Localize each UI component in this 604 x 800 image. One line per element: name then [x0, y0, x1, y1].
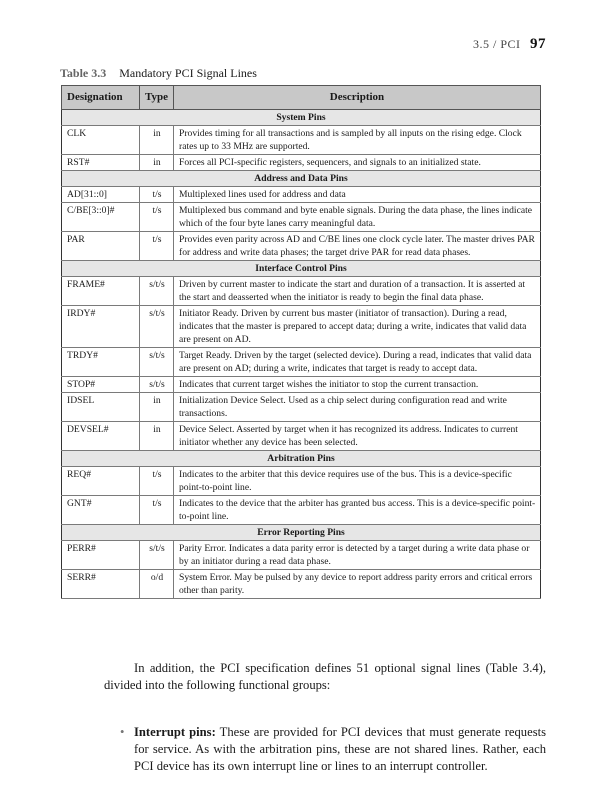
table-row — [62, 541, 541, 570]
group-header-row — [62, 171, 541, 187]
column-header: Designation — [62, 86, 140, 110]
table-row — [62, 393, 541, 422]
bullet-lead: Interrupt pins: — [134, 725, 216, 739]
group-title: Interface Control Pins — [62, 261, 541, 277]
group-header-row — [62, 110, 541, 126]
table-title: Mandatory PCI Signal Lines — [119, 66, 257, 80]
signal-designation: IDSEL — [62, 393, 140, 422]
signal-type: t/s — [140, 496, 174, 525]
signal-description: Indicates that current target wishes the initiator to stop the current transaction. — [174, 377, 541, 393]
signal-designation: REQ# — [62, 467, 140, 496]
signal-type: in — [140, 393, 174, 422]
signal-designation: AD[31::0] — [62, 187, 140, 203]
bullet-item — [120, 724, 546, 775]
signal-type: s/t/s — [140, 348, 174, 377]
signal-designation: FRAME# — [62, 277, 140, 306]
signal-description: Multiplexed lines used for address and data — [174, 187, 541, 203]
signal-description: Parity Error. Indicates a data parity error is detected by a target during a write data phase or by an initiator during a read data phase. — [174, 541, 541, 570]
table-row — [62, 348, 541, 377]
section-label: 3.5 / PCI — [472, 37, 521, 51]
signal-description: Multiplexed bus command and byte enable signals. During the data phase, the lines indicate which of the four byte lanes carry meaningful data. — [174, 203, 541, 232]
signal-description: Indicates to the arbiter that this device requires use of the bus. This is a device-specific point-to-point line. — [174, 467, 541, 496]
group-title: Arbitration Pins — [62, 451, 541, 467]
signal-designation: C/BE[3::0]# — [62, 203, 140, 232]
signal-description: System Error. May be pulsed by any device to report address parity errors and critical errors other than parity. — [174, 570, 541, 599]
table-row — [62, 422, 541, 451]
signal-table — [61, 85, 541, 599]
signal-description: Forces all PCI-specific registers, sequencers, and signals to an initialized state. — [174, 155, 541, 171]
signal-type: in — [140, 422, 174, 451]
signal-description: Driven by current master to indicate the start and duration of a transaction. It is asserted at the start and deasserted when the initiator is ready to begin the final data phase. — [174, 277, 541, 306]
signal-designation: IRDY# — [62, 306, 140, 348]
signal-type: t/s — [140, 187, 174, 203]
signal-table-body — [62, 110, 541, 599]
signal-type: s/t/s — [140, 377, 174, 393]
table-row — [62, 155, 541, 171]
table-row — [62, 377, 541, 393]
signal-type: s/t/s — [140, 541, 174, 570]
table-header-row — [62, 86, 541, 110]
signal-description: Initialization Device Select. Used as a chip select during configuration read and write transactions. — [174, 393, 541, 422]
signal-type: t/s — [140, 232, 174, 261]
signal-designation: TRDY# — [62, 348, 140, 377]
signal-description: Provides even parity across AD and C/BE lines one clock cycle later. The master drives PAR for address and write data phases; the target drive PAR for read data phases. — [174, 232, 541, 261]
signal-description: Indicates to the device that the arbiter has granted bus access. This is a device-specific point-to-point line. — [174, 496, 541, 525]
table-row — [62, 187, 541, 203]
signal-designation: STOP# — [62, 377, 140, 393]
signal-designation: GNT# — [62, 496, 140, 525]
signal-designation: CLK — [62, 126, 140, 155]
table-row — [62, 126, 541, 155]
signal-type: s/t/s — [140, 306, 174, 348]
signal-description: Provides timing for all transactions and is sampled by all inputs on the rising edge. Clock rates up to 33 MHz are supported. — [174, 126, 541, 155]
table-row — [62, 203, 541, 232]
signal-type: o/d — [140, 570, 174, 599]
table-row — [62, 306, 541, 348]
bullet-text: These are provided for PCI devices that must generate requests for service. As with the arbitration pins, these are not shared lines. Rather, each PCI device has its own interrupt line or lines to an interrupt controller. — [134, 725, 546, 773]
signal-type: t/s — [140, 203, 174, 232]
running-header — [473, 36, 546, 53]
group-header-row — [62, 451, 541, 467]
signal-description: Target Ready. Driven by the target (selected device). During a read, indicates that valid data are present on AD; during a write, indicates that target is ready to accept data. — [174, 348, 541, 377]
table-row — [62, 496, 541, 525]
signal-description: Initiator Ready. Driven by current bus master (initiator of transaction). During a read, indicates that the master is prepared to accept data; during a write, indicates that valid data are present on AD. — [174, 306, 541, 348]
body-paragraph: In addition, the PCI specification defines 51 optional signal lines (Table 3.4), divided into the following functional groups: — [104, 661, 546, 692]
signal-description: Device Select. Asserted by target when it has recognized its address. Indicates to current initiator whether any device has been selected. — [174, 422, 541, 451]
page-number: 97 — [530, 36, 546, 52]
signal-designation: PAR — [62, 232, 140, 261]
table-row — [62, 467, 541, 496]
group-header-row — [62, 525, 541, 541]
signal-designation: DEVSEL# — [62, 422, 140, 451]
table-row — [62, 232, 541, 261]
column-header: Description — [174, 86, 541, 110]
table-row — [62, 570, 541, 599]
signal-type: in — [140, 126, 174, 155]
group-title: System Pins — [62, 110, 541, 126]
signal-type: t/s — [140, 467, 174, 496]
signal-type: in — [140, 155, 174, 171]
group-header-row — [62, 261, 541, 277]
table-row — [62, 277, 541, 306]
column-header: Type — [140, 86, 174, 110]
signal-type: s/t/s — [140, 277, 174, 306]
signal-designation: RST# — [62, 155, 140, 171]
signal-designation: SERR# — [62, 570, 140, 599]
signal-designation: PERR# — [62, 541, 140, 570]
table-label: Table 3.3 — [60, 66, 107, 80]
group-title: Address and Data Pins — [62, 171, 541, 187]
table-caption — [60, 66, 257, 81]
bullet-marker: • — [120, 725, 125, 739]
group-title: Error Reporting Pins — [62, 525, 541, 541]
